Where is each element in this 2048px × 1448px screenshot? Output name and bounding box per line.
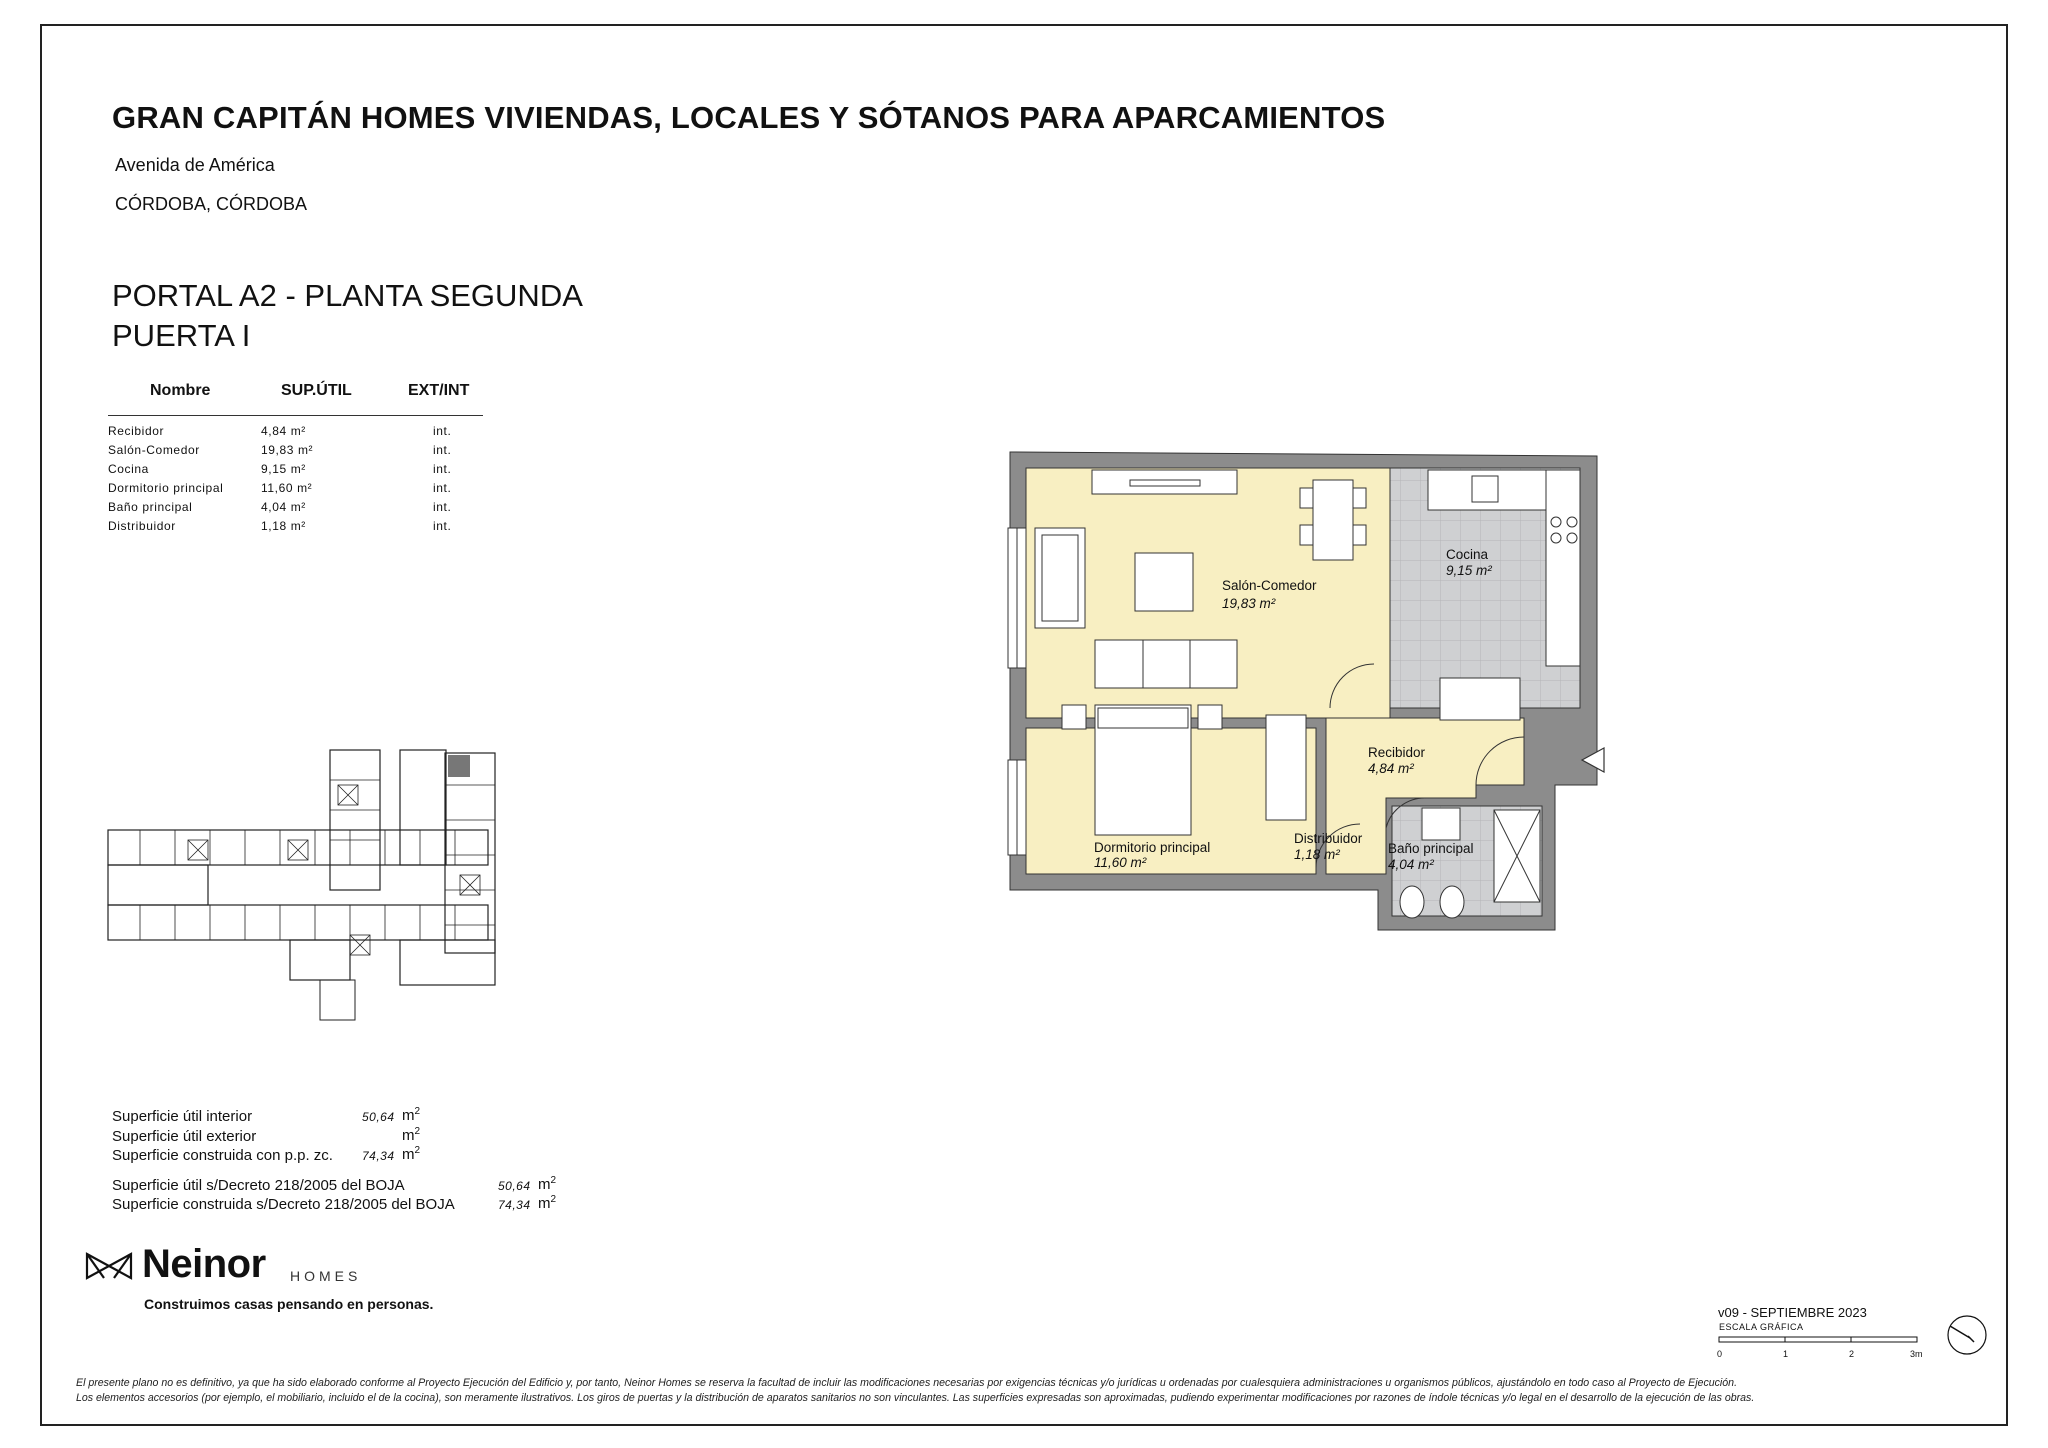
table-header-divider — [108, 415, 483, 416]
plan-label-cocina: Cocina — [1446, 547, 1489, 562]
room-name: Distribuidor — [108, 519, 176, 533]
address-city: CÓRDOBA, CÓRDOBA — [115, 194, 308, 214]
surface-decreto-built-unit: $m^2$ — [538, 1194, 557, 1212]
surface-exterior-label: Superficie útil exterior — [112, 1128, 257, 1145]
neinor-logo-icon — [84, 1249, 134, 1283]
room-area: 4,04 m² — [261, 500, 306, 514]
north-arrow-icon — [1946, 1314, 1988, 1356]
brand-name: Neinor — [142, 1242, 266, 1286]
surface-decreto-built-label: Superficie construida s/Decreto 218/2005 del BOJA — [112, 1196, 455, 1213]
scale-label: ESCALA GRÁFICA — [1719, 1322, 1804, 1332]
table-header-type: EXT/INT — [408, 382, 470, 399]
surface-interior-label: Superficie útil interior — [112, 1108, 253, 1125]
plan-label-dormitorio: Dormitorio principal — [1094, 840, 1211, 855]
project-title: GRAN CAPITÁN HOMES VIVIENDAS, LOCALES Y SÓTANOS PARA APARCAMIENTOS — [112, 100, 1386, 135]
plan-area-cocina: 9,15 m² — [1446, 563, 1492, 578]
room-name: Baño principal — [108, 500, 193, 514]
plan-label-distribuidor: Distribuidor — [1294, 831, 1363, 846]
room-name: Dormitorio principal — [108, 481, 224, 495]
plan-area-bano: 4,04 m² — [1388, 857, 1434, 872]
plan-area-distribuidor: 1,18 m² — [1294, 847, 1340, 862]
surface-built-value: 74,34 — [362, 1149, 395, 1163]
surface-interior-unit: $m^2$ — [402, 1106, 421, 1124]
door-label: PUERTA I — [112, 318, 251, 353]
brand-sub: HOMES — [290, 1268, 362, 1284]
disclaimer-line-2: Los elementos accesorios (por ejemplo, el mobiliario, incluido el de la cocina), son meramente ilustrativos. Los giros de puertas y la distribución de aparatos sanitarios no son vinculantes. Las superficies expresadas son aproximadas, pudiendo experimentar modificaciones por razones de índole técnicas y/o legal en el desarrollo de la ejecución de las obras. — [76, 1392, 1755, 1404]
table-header-area: SUP.ÚTIL — [281, 382, 352, 399]
floor-plan — [1000, 440, 1610, 940]
scale-tick-3: 3m — [1910, 1349, 1923, 1359]
room-area: 1,18 m² — [261, 519, 306, 533]
surface-decreto-util-unit: $m^2$ — [538, 1175, 557, 1193]
version-label: v09 - SEPTIEMBRE 2023 — [1718, 1305, 1867, 1320]
brand-tagline: Construimos casas pensando en personas. — [144, 1296, 434, 1312]
surface-decreto-built-value: 74,34 — [498, 1198, 531, 1212]
room-area: 11,60 m² — [261, 481, 313, 495]
surface-decreto-util-label: Superficie útil s/Decreto 218/2005 del BOJA — [112, 1177, 405, 1194]
building-key-plan — [100, 745, 520, 1030]
address-street: Avenida de América — [115, 155, 275, 175]
disclaimer — [76, 1376, 1988, 1406]
room-type: int. — [433, 500, 452, 514]
table-header-name: Nombre — [150, 382, 211, 399]
room-type: int. — [433, 481, 452, 495]
room-type: int. — [433, 443, 452, 457]
plan-label-salon: Salón-Comedor — [1222, 578, 1317, 593]
surface-built-label: Superficie construida con p.p. zc. — [112, 1147, 333, 1164]
plan-area-dormitorio: 11,60 m² — [1094, 855, 1147, 870]
surface-interior-value: 50,64 — [362, 1110, 395, 1124]
room-type: int. — [433, 462, 452, 476]
portal-floor-label: PORTAL A2 - PLANTA SEGUNDA — [112, 278, 583, 313]
room-name: Salón-Comedor — [108, 443, 200, 457]
plan-label-recibidor: Recibidor — [1368, 745, 1426, 760]
disclaimer-line-1: El presente plano no es definitivo, ya que ha sido elaborado conforme al Proyecto Ejecución del Edificio y, por tanto, Neinor Homes se reserva la facultad de incluir las modificaciones necesarias por exigencias técnicas y/o jurídicas u ordenadas por cualesquiera administraciones u organismos públicos, ajustándolo en todo caso al Proyecto de Ejecución. — [76, 1377, 1738, 1389]
room-area: 4,84 m² — [261, 424, 306, 438]
graphic-scale-bar — [1716, 1336, 1922, 1350]
plan-area-salon: 19,83 m² — [1222, 596, 1276, 611]
room-area: 19,83 m² — [261, 443, 314, 457]
scale-tick-0: 0 — [1717, 1349, 1723, 1359]
room-type: int. — [433, 519, 452, 533]
surface-built-unit: $m^2$ — [402, 1145, 421, 1163]
surface-exterior-unit: $m^2$ — [402, 1126, 421, 1144]
plan-label-bano: Baño principal — [1388, 841, 1474, 856]
surface-decreto-util-value: 50,64 — [498, 1179, 531, 1193]
room-name: Cocina — [108, 462, 149, 476]
room-type: int. — [433, 424, 452, 438]
plan-area-recibidor: 4,84 m² — [1368, 761, 1414, 776]
room-name: Recibidor — [108, 424, 165, 438]
scale-tick-1: 1 — [1783, 1349, 1789, 1359]
room-area: 9,15 m² — [261, 462, 306, 476]
highlighted-unit — [448, 755, 470, 777]
scale-tick-2: 2 — [1849, 1349, 1855, 1359]
